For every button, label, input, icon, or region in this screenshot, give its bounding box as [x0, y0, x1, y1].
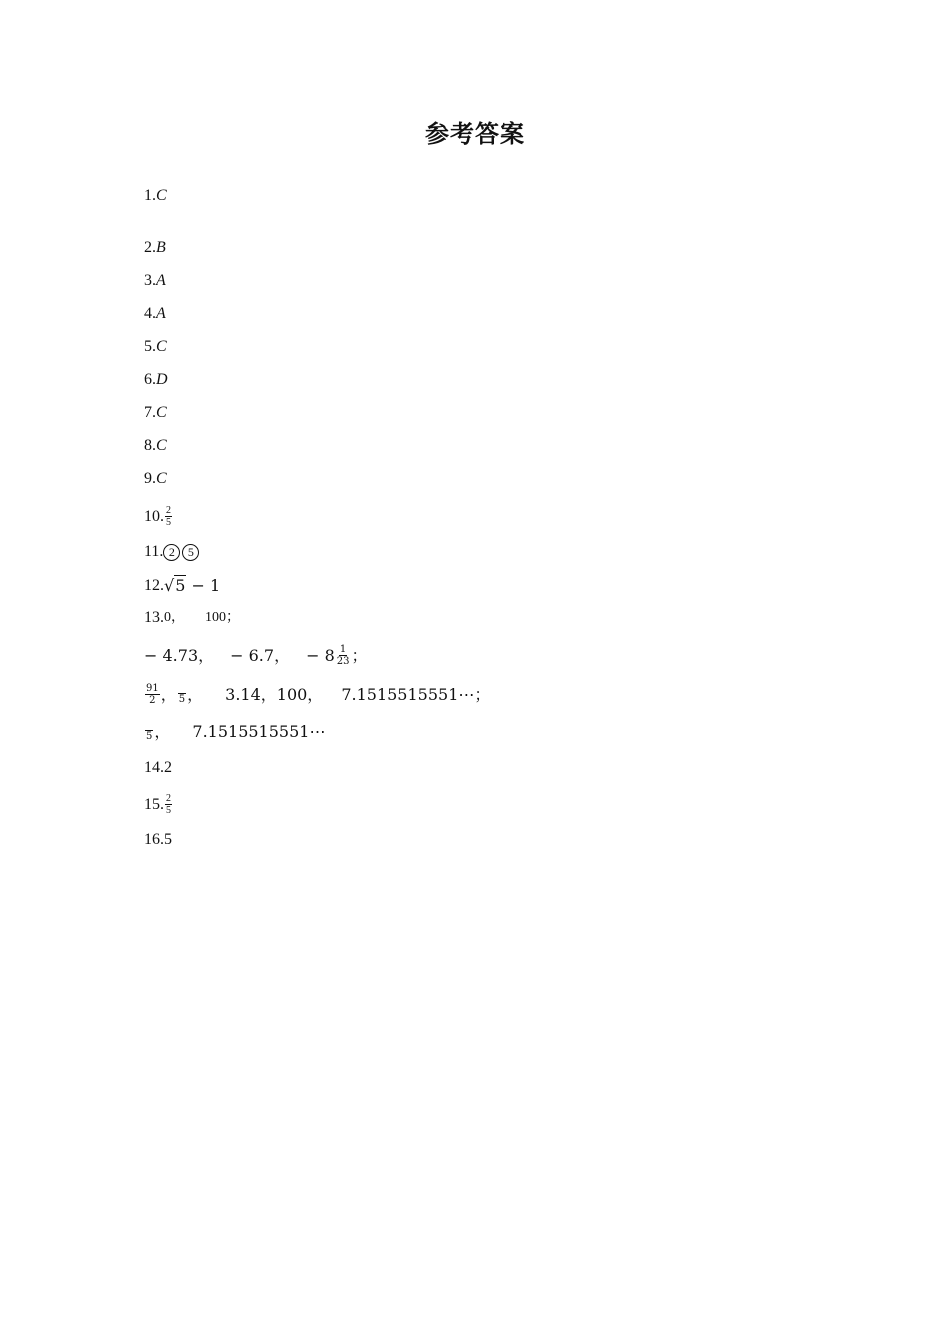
- punctuation: ，: [187, 684, 204, 704]
- circled-number: 2: [163, 544, 180, 561]
- fraction-denominator: 5: [166, 517, 171, 528]
- answer-line-13-2: [144, 644, 368, 667]
- answer-line-4: [144, 304, 166, 324]
- question-number: 14.: [144, 759, 164, 776]
- fraction: [165, 505, 172, 528]
- radical-sign: √: [164, 575, 175, 595]
- answer-line-12: [144, 575, 220, 596]
- answer-value: C: [156, 187, 167, 204]
- answer-line-10: [144, 505, 173, 528]
- question-number: 3.: [144, 272, 156, 289]
- page-title: 参考答案: [425, 120, 525, 148]
- answer-line-7: [144, 403, 167, 423]
- answer-value: A: [156, 305, 166, 322]
- fraction-numerator: 91: [146, 683, 159, 694]
- question-number: 6.: [144, 371, 156, 388]
- set-item: − 8: [306, 645, 335, 665]
- radicand: 5: [175, 576, 186, 595]
- answer-line-9: [144, 469, 167, 489]
- fraction-denominator: 5: [178, 693, 186, 705]
- fraction-numerator: [145, 722, 153, 731]
- question-number: 4.: [144, 305, 156, 322]
- question-number: 13.: [144, 609, 164, 626]
- set-item: 7.1515515551⋯；: [341, 684, 491, 704]
- punctuation: ；: [351, 645, 368, 665]
- set-item: 7.1515515551⋯: [192, 722, 326, 741]
- fraction-numerator: 2: [166, 505, 171, 516]
- answer-value: C: [156, 404, 167, 421]
- set-item: − 4.73，: [144, 645, 215, 665]
- question-number: 15.: [144, 795, 164, 813]
- answer-value: C: [156, 338, 167, 355]
- question-number: 10.: [144, 507, 164, 525]
- fraction: [336, 644, 351, 667]
- fraction-numerator: 1: [339, 644, 347, 655]
- answer-line-13: [144, 608, 240, 628]
- set-item: 0，: [164, 610, 185, 625]
- answer-line-13-4: [144, 722, 325, 742]
- answer-line-8: [144, 436, 167, 456]
- fraction: [178, 685, 186, 705]
- punctuation: ，: [154, 722, 171, 741]
- question-number: 5.: [144, 338, 156, 355]
- answer-value: D: [156, 371, 168, 388]
- answer-line-3: [144, 271, 166, 291]
- question-number: 8.: [144, 437, 156, 454]
- punctuation: ，: [160, 684, 177, 704]
- answer-value: B: [156, 239, 166, 256]
- answer-line-11: [144, 542, 201, 562]
- answer-value: A: [156, 272, 166, 289]
- set-item: − 6.7，: [230, 645, 291, 665]
- fraction: [165, 793, 172, 816]
- set-item: 3.14，100，: [225, 684, 324, 704]
- question-number: 16.: [144, 831, 164, 848]
- circled-number: 5: [182, 544, 199, 561]
- question-number: 11.: [144, 543, 164, 560]
- question-number: 9.: [144, 470, 156, 487]
- answer-line-6: [144, 370, 168, 390]
- answer-value: 2: [164, 759, 172, 776]
- expression-rest: − 1: [186, 575, 221, 595]
- fraction-numerator: 2: [166, 793, 171, 804]
- fraction-denominator: 5: [166, 805, 171, 816]
- question-number: 1.: [144, 187, 156, 204]
- answer-line-16: [144, 830, 172, 850]
- set-item: 100；: [205, 610, 240, 625]
- answer-line-13-3: [144, 683, 490, 706]
- fraction: [145, 683, 160, 706]
- answer-value: 5: [164, 831, 172, 848]
- question-number: 12.: [144, 576, 164, 594]
- fraction: [145, 722, 153, 742]
- answer-value: C: [156, 437, 167, 454]
- fraction-denominator: 5: [146, 731, 153, 742]
- answer-line-1: [144, 186, 167, 206]
- answer-line-5: [144, 337, 167, 357]
- answer-line-2: [144, 238, 166, 258]
- question-number: 7.: [144, 404, 156, 421]
- answer-line-15: [144, 793, 173, 816]
- fraction-denominator: 2: [149, 695, 156, 706]
- answer-line-14: [144, 758, 172, 778]
- fraction-denominator: 23: [336, 656, 350, 667]
- question-number: 2.: [144, 239, 156, 256]
- answer-value: C: [156, 470, 167, 487]
- fraction-numerator: [178, 685, 186, 694]
